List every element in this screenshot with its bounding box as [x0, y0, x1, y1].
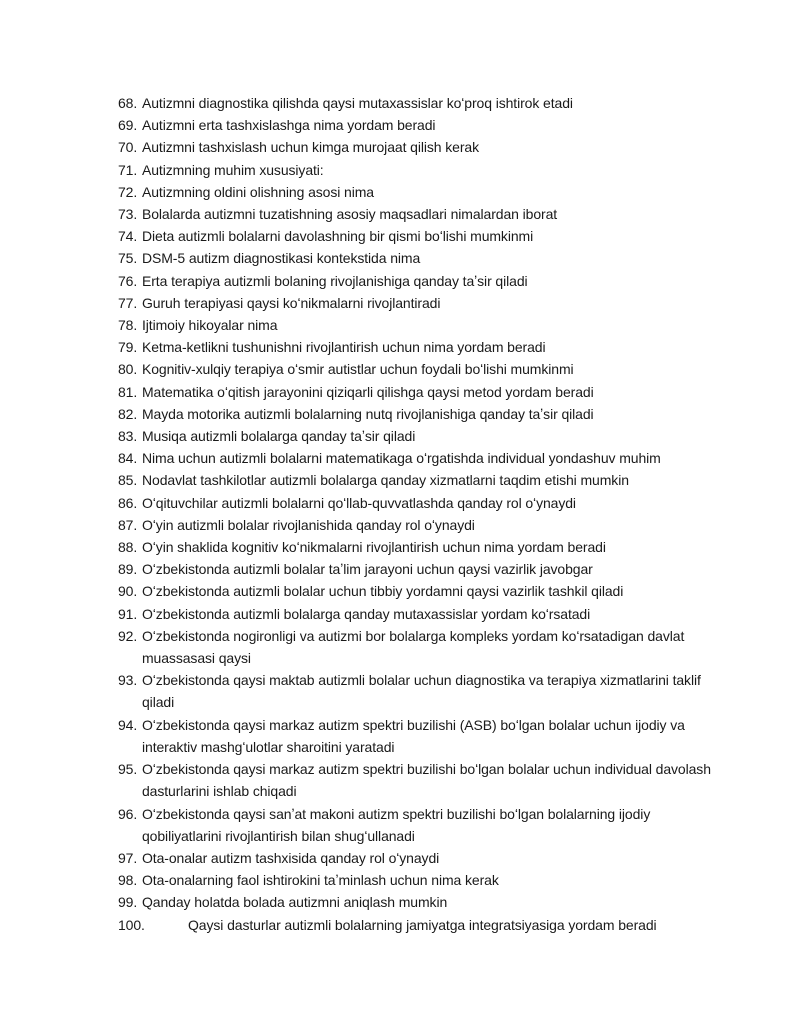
item-number: 86.	[118, 494, 138, 511]
item-text: Guruh terapiyasi qaysi koʻnikmalarni rivojlantiradi	[142, 294, 441, 311]
item-text: Musiqa autizmli bolalarga qanday taʼsir qiladi	[142, 428, 416, 445]
item-number: 85.	[118, 472, 138, 489]
item-text: Ota-onalarning faol ishtirokini taʼminlash uchun nima kerak	[142, 872, 499, 889]
item-text: Autizmni erta tashxislashga nima yordam beradi	[142, 117, 436, 134]
item-number: 99.	[118, 894, 138, 911]
item-text: Qaysi dasturlar autizmli bolalarning jamiyatga integratsiyasiga yordam beradi	[188, 916, 657, 933]
item-text: Autizmning muhim xususiyati:	[142, 161, 324, 178]
item-number: 72.	[118, 183, 138, 200]
item-text: Oʻqituvchilar autizmli bolalarni qoʻllab-quvvatlashda qanday rol oʻynaydi	[142, 494, 576, 511]
question-list	[118, 92, 718, 936]
item-text: Ijtimoiy hikoyalar nima	[142, 317, 278, 334]
item-text: Oʻyin autizmli bolalar rivojlanishida qanday rol oʻynaydi	[142, 516, 475, 533]
list-item	[118, 803, 718, 847]
item-number: 95.	[118, 761, 138, 778]
item-text: Erta terapiya autizmli bolaning rivojlanishiga qanday taʼsir qiladi	[142, 272, 528, 289]
item-number: 92.	[118, 627, 138, 644]
item-text: Ketma-ketlikni tushunishni rivojlantirish uchun nima yordam beradi	[142, 339, 546, 356]
list-item	[118, 869, 718, 891]
item-text: Nodavlat tashkilotlar autizmli bolalarga qanday xizmatlarni taqdim etishi mumkin	[142, 472, 629, 489]
item-number: 76.	[118, 272, 138, 289]
list-item	[118, 247, 718, 269]
item-text: Autizmni diagnostika qilishda qaysi mutaxassislar koʻproq ishtirok etadi	[142, 95, 573, 111]
item-number: 79.	[118, 339, 138, 356]
item-number: 93.	[118, 672, 138, 689]
item-number: 74.	[118, 228, 138, 245]
list-item	[118, 203, 718, 225]
list-item	[118, 358, 718, 380]
list-item	[118, 270, 718, 292]
item-number: 98.	[118, 872, 138, 889]
list-item	[118, 381, 718, 403]
list-item	[118, 136, 718, 158]
list-item	[118, 891, 718, 913]
list-item	[118, 92, 718, 114]
item-text: Oʻzbekistonda qaysi maktab autizmli bolalar uchun diagnostika va terapiya xizmatlarini taklif qiladi	[142, 672, 701, 711]
item-text: DSM-5 autizm diagnostikasi kontekstida nima	[142, 250, 421, 267]
item-number: 97.	[118, 849, 138, 866]
item-number: 73.	[118, 206, 138, 223]
item-number: 80.	[118, 361, 138, 378]
list-item	[118, 625, 718, 669]
item-text: Oʻzbekistonda nogironligi va autizmi bor bolalarga kompleks yordam koʻrsatadigan davlat muassasasi qaysi	[142, 627, 685, 667]
list-item	[118, 469, 718, 491]
item-number: 78.	[118, 317, 138, 334]
item-number: 75.	[118, 250, 138, 267]
item-number: 96.	[118, 805, 138, 822]
item-number: 87.	[118, 516, 138, 533]
item-text: Matematika oʻqitish jarayonini qiziqarli qilishga qaysi metod yordam beradi	[142, 383, 594, 400]
item-number: 94.	[118, 716, 138, 733]
list-item	[118, 914, 718, 936]
list-item	[118, 314, 718, 336]
item-text: Mayda motorika autizmli bolalarning nutq rivojlanishiga qanday taʼsir qiladi	[142, 405, 594, 422]
item-number: 69.	[118, 117, 138, 134]
item-number: 71.	[118, 161, 138, 178]
list-item	[118, 225, 718, 247]
item-number: 91.	[118, 605, 138, 622]
list-item	[118, 447, 718, 469]
list-item	[118, 669, 718, 713]
item-number: 100.	[118, 916, 145, 933]
item-text: Oʻzbekistonda qaysi sanʼat makoni autizm spektri buzilishi boʻlgan bolalarning ijodiy qobiliyatlarini rivojlantirish bilan shugʻullanadi	[142, 805, 651, 844]
list-item	[118, 292, 718, 314]
list-item	[118, 425, 718, 447]
item-number: 89.	[118, 561, 138, 578]
list-item	[118, 580, 718, 602]
item-number: 84.	[118, 450, 138, 467]
item-text: Oʻzbekistonda autizmli bolalarga qanday mutaxassislar yordam koʻrsatadi	[142, 605, 591, 622]
item-number: 83.	[118, 428, 138, 445]
list-item	[118, 403, 718, 425]
item-text: Qanday holatda bolada autizmni aniqlash mumkin	[142, 894, 448, 911]
item-text: Bolalarda autizmni tuzatishning asosiy maqsadlari nimalardan iborat	[142, 206, 558, 223]
list-item	[118, 847, 718, 869]
item-text: Kognitiv-xulqiy terapiya oʻsmir autistlar uchun foydali boʻlishi mumkinmi	[142, 361, 574, 378]
list-item	[118, 603, 718, 625]
list-item	[118, 758, 718, 802]
item-number: 90.	[118, 583, 138, 600]
item-number: 70.	[118, 139, 138, 156]
list-item	[118, 114, 718, 136]
item-text: Oʻzbekistonda autizmli bolalar taʼlim jarayoni uchun qaysi vazirlik javobgar	[142, 561, 593, 578]
item-text: Oʻzbekistonda qaysi markaz autizm spektri buzilishi (ASB) boʻlgan bolalar uchun ijodiy va interaktiv mashgʻulotlar sharoitini yaratadi	[142, 716, 685, 755]
list-item	[118, 159, 718, 181]
item-text: Oʻyin shaklida kognitiv koʻnikmalarni rivojlantirish uchun nima yordam beradi	[142, 539, 606, 556]
list-item	[118, 536, 718, 558]
list-item	[118, 514, 718, 536]
item-number: 68.	[118, 95, 138, 111]
list-item	[118, 492, 718, 514]
item-text: Autizmni tashxislash uchun kimga murojaat qilish kerak	[142, 139, 479, 156]
item-number: 82.	[118, 405, 138, 422]
item-number: 77.	[118, 294, 138, 311]
list-item	[118, 714, 718, 758]
item-text: Nima uchun autizmli bolalarni matematikaga oʻrgatishda individual yondashuv muhim	[142, 450, 661, 467]
item-text: Oʻzbekistonda autizmli bolalar uchun tibbiy yordamni qaysi vazirlik tashkil qiladi	[142, 583, 624, 600]
item-number: 88.	[118, 539, 138, 556]
item-number: 81.	[118, 383, 138, 400]
item-text: Autizmning oldini olishning asosi nima	[142, 183, 374, 200]
item-text: Dieta autizmli bolalarni davolashning bir qismi boʻlishi mumkinmi	[142, 228, 534, 245]
item-text: Ota-onalar autizm tashxisida qanday rol oʻynaydi	[142, 849, 440, 866]
list-item	[118, 181, 718, 203]
list-item	[118, 336, 718, 358]
item-text: Oʻzbekistonda qaysi markaz autizm spektri buzilishi boʻlgan bolalar uchun individual davolash dasturlarini ishlab chiqadi	[142, 761, 711, 800]
list-item	[118, 558, 718, 580]
